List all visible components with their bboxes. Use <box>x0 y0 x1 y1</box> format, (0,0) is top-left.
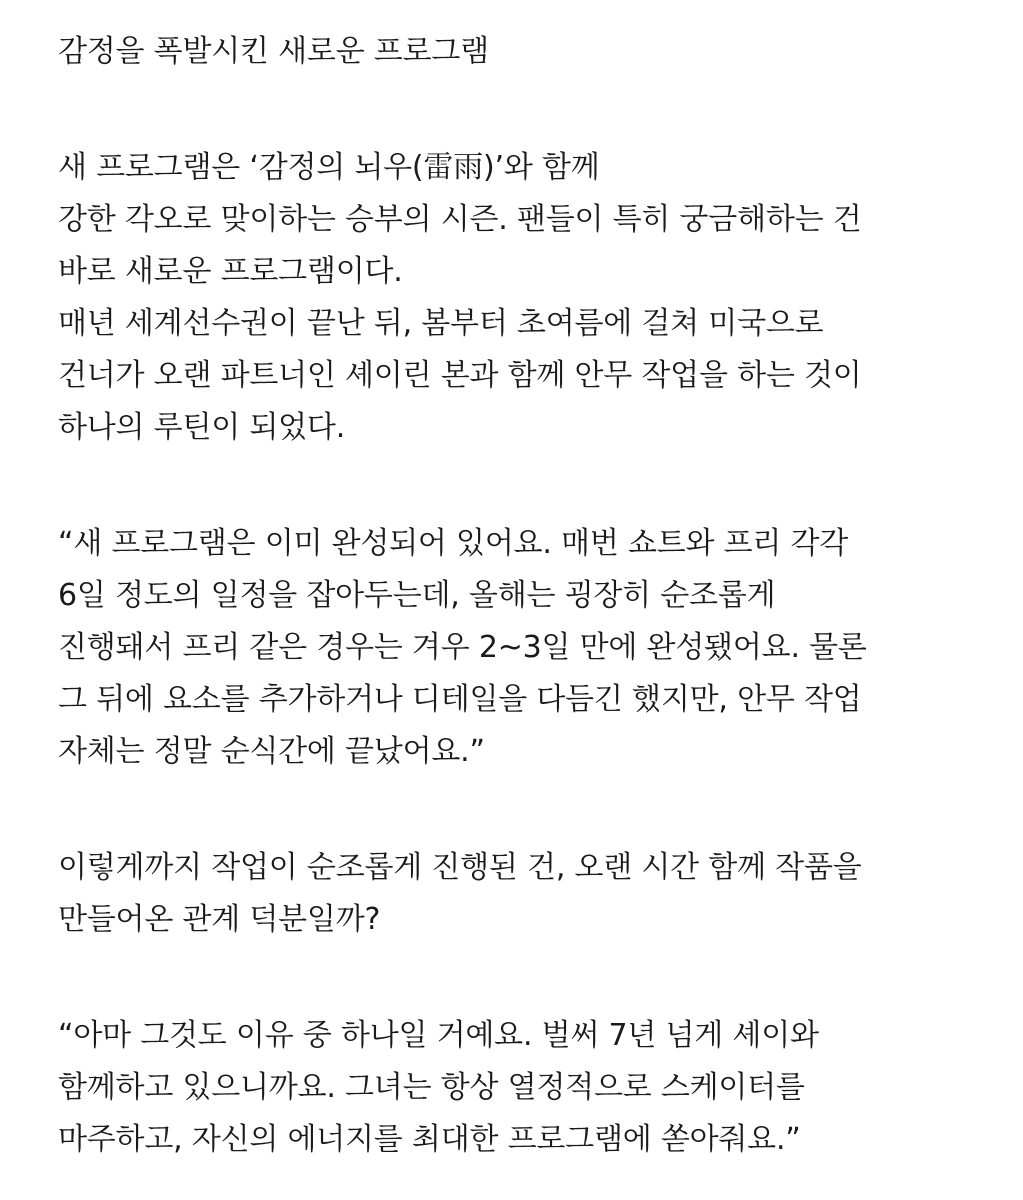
quote-line: 그 뒤에 요소를 추가하거나 디테일을 다듬긴 했지만, 안무 작업 <box>58 682 862 717</box>
quote-line: 함께하고 있으니까요. 그녀는 항상 열정적으로 스케이터를 <box>58 1070 805 1105</box>
quote-line: 자체는 정말 순식간에 끝났어요.” <box>58 734 485 769</box>
quote-line: 6일 정도의 일정을 잡아두는데, 올해는 굉장히 순조롭게 <box>58 578 776 613</box>
paragraph-line: 매년 세계선수권이 끝난 뒤, 봄부터 초여름에 걸쳐 미국으로 <box>58 306 824 341</box>
question-line: 만들어온 관계 덕분일까? <box>58 902 381 937</box>
paragraph-line: 바로 새로운 프로그램이다. <box>58 254 403 289</box>
quote-line: 진행돼서 프리 같은 경우는 겨우 2~3일 만에 완성됐어요. 물론 <box>58 630 867 665</box>
quote-line: “새 프로그램은 이미 완성되어 있어요. 매번 쇼트와 프리 각각 <box>58 526 849 561</box>
quote-line: 마주하고, 자신의 에너지를 최대한 프로그램에 쏟아줘요.” <box>58 1122 801 1157</box>
paragraph-line: 새 프로그램은 ‘감정의 뇌우(雷雨)’와 함께 <box>58 150 600 185</box>
quote-line: “아마 그것도 이유 중 하나일 거예요. 벌써 7년 넘게 셰이와 <box>58 1018 819 1053</box>
paragraph-line: 강한 각오로 맞이하는 승부의 시즌. 팬들이 특히 궁금해하는 건 <box>58 202 862 237</box>
article-heading: 감정을 폭발시킨 새로운 프로그램 <box>58 34 489 69</box>
paragraph-line: 하나의 루틴이 되었다. <box>58 410 346 445</box>
question-line: 이렇게까지 작업이 순조롭게 진행된 건, 오랜 시간 함께 작품을 <box>58 850 862 885</box>
paragraph-line: 건너가 오랜 파트너인 셰이린 본과 함께 안무 작업을 하는 것이 <box>58 358 862 393</box>
